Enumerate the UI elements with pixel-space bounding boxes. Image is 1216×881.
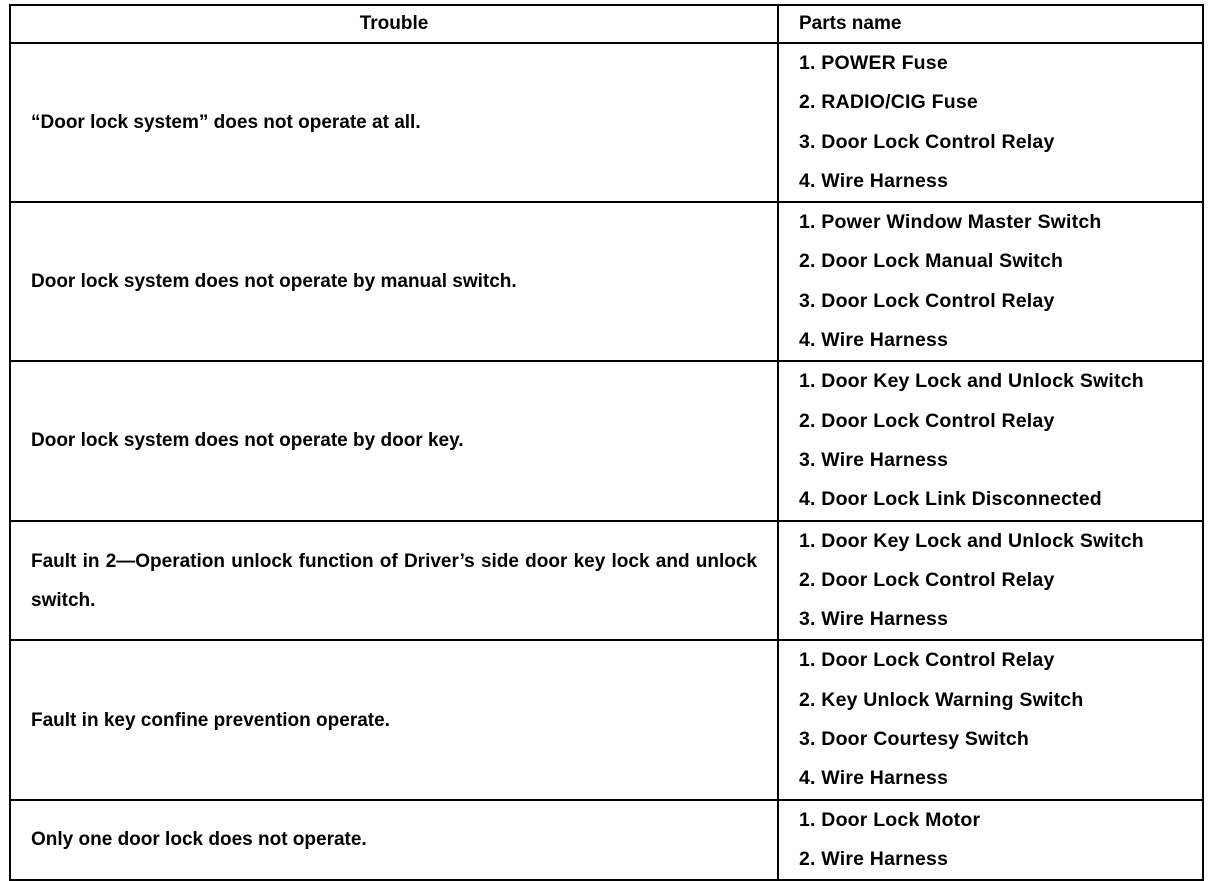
part-item: 3. Wire Harness — [799, 608, 949, 631]
table-row — [10, 521, 1203, 641]
trouble-description: Fault in 2—Operation unlock function of Driver’s side door key lock and unlock switch. — [10, 521, 778, 641]
table-body — [10, 43, 1203, 880]
parts-list — [778, 202, 1203, 361]
parts-list — [778, 800, 1203, 881]
part-item: 3. Wire Harness — [799, 448, 949, 471]
trouble-description: Only one door lock does not operate. — [10, 800, 778, 881]
trouble-description: Fault in key confine prevention operate. — [10, 640, 778, 799]
trouble-description: “Door lock system” does not operate at all. — [10, 43, 778, 202]
part-item: 2. Door Lock Control Relay — [799, 409, 1055, 432]
parts-name-column-header: Parts name — [778, 5, 1203, 43]
table-row — [10, 202, 1203, 361]
part-item: 2. Door Lock Manual Switch — [799, 250, 1064, 273]
parts-list — [778, 43, 1203, 202]
part-item: 4. Wire Harness — [799, 169, 949, 192]
parts-list — [778, 640, 1203, 799]
table-row — [10, 43, 1203, 202]
part-item: 1. Power Window Master Switch — [799, 211, 1102, 234]
part-item: 3. Door Lock Control Relay — [799, 289, 1055, 312]
table-row — [10, 800, 1203, 881]
table-row — [10, 640, 1203, 799]
part-item: 1. Door Key Lock and Unlock Switch — [799, 529, 1144, 552]
table-header-row — [10, 5, 1203, 43]
part-item: 2. RADIO/CIG Fuse — [799, 91, 978, 114]
part-item: 1. Door Lock Control Relay — [799, 649, 1055, 672]
troubleshooting-table — [9, 4, 1204, 881]
part-item: 1. Door Lock Motor — [799, 808, 981, 831]
trouble-description: Door lock system does not operate by door key. — [10, 361, 778, 520]
part-item: 4. Door Lock Link Disconnected — [799, 488, 1102, 511]
part-item: 4. Wire Harness — [799, 329, 949, 352]
trouble-description: Door lock system does not operate by manual switch. — [10, 202, 778, 361]
part-item: 2. Key Unlock Warning Switch — [799, 688, 1084, 711]
part-item: 2. Wire Harness — [799, 847, 949, 870]
part-item: 1. POWER Fuse — [799, 52, 948, 74]
parts-list — [778, 521, 1203, 641]
part-item: 3. Door Lock Control Relay — [799, 130, 1055, 153]
part-item: 2. Door Lock Control Relay — [799, 568, 1055, 591]
parts-list — [778, 361, 1203, 520]
part-item: 4. Wire Harness — [799, 767, 949, 790]
trouble-column-header: Trouble — [10, 5, 778, 43]
part-item: 1. Door Key Lock and Unlock Switch — [799, 370, 1144, 393]
table-row — [10, 361, 1203, 520]
part-item: 3. Door Courtesy Switch — [799, 728, 1029, 751]
